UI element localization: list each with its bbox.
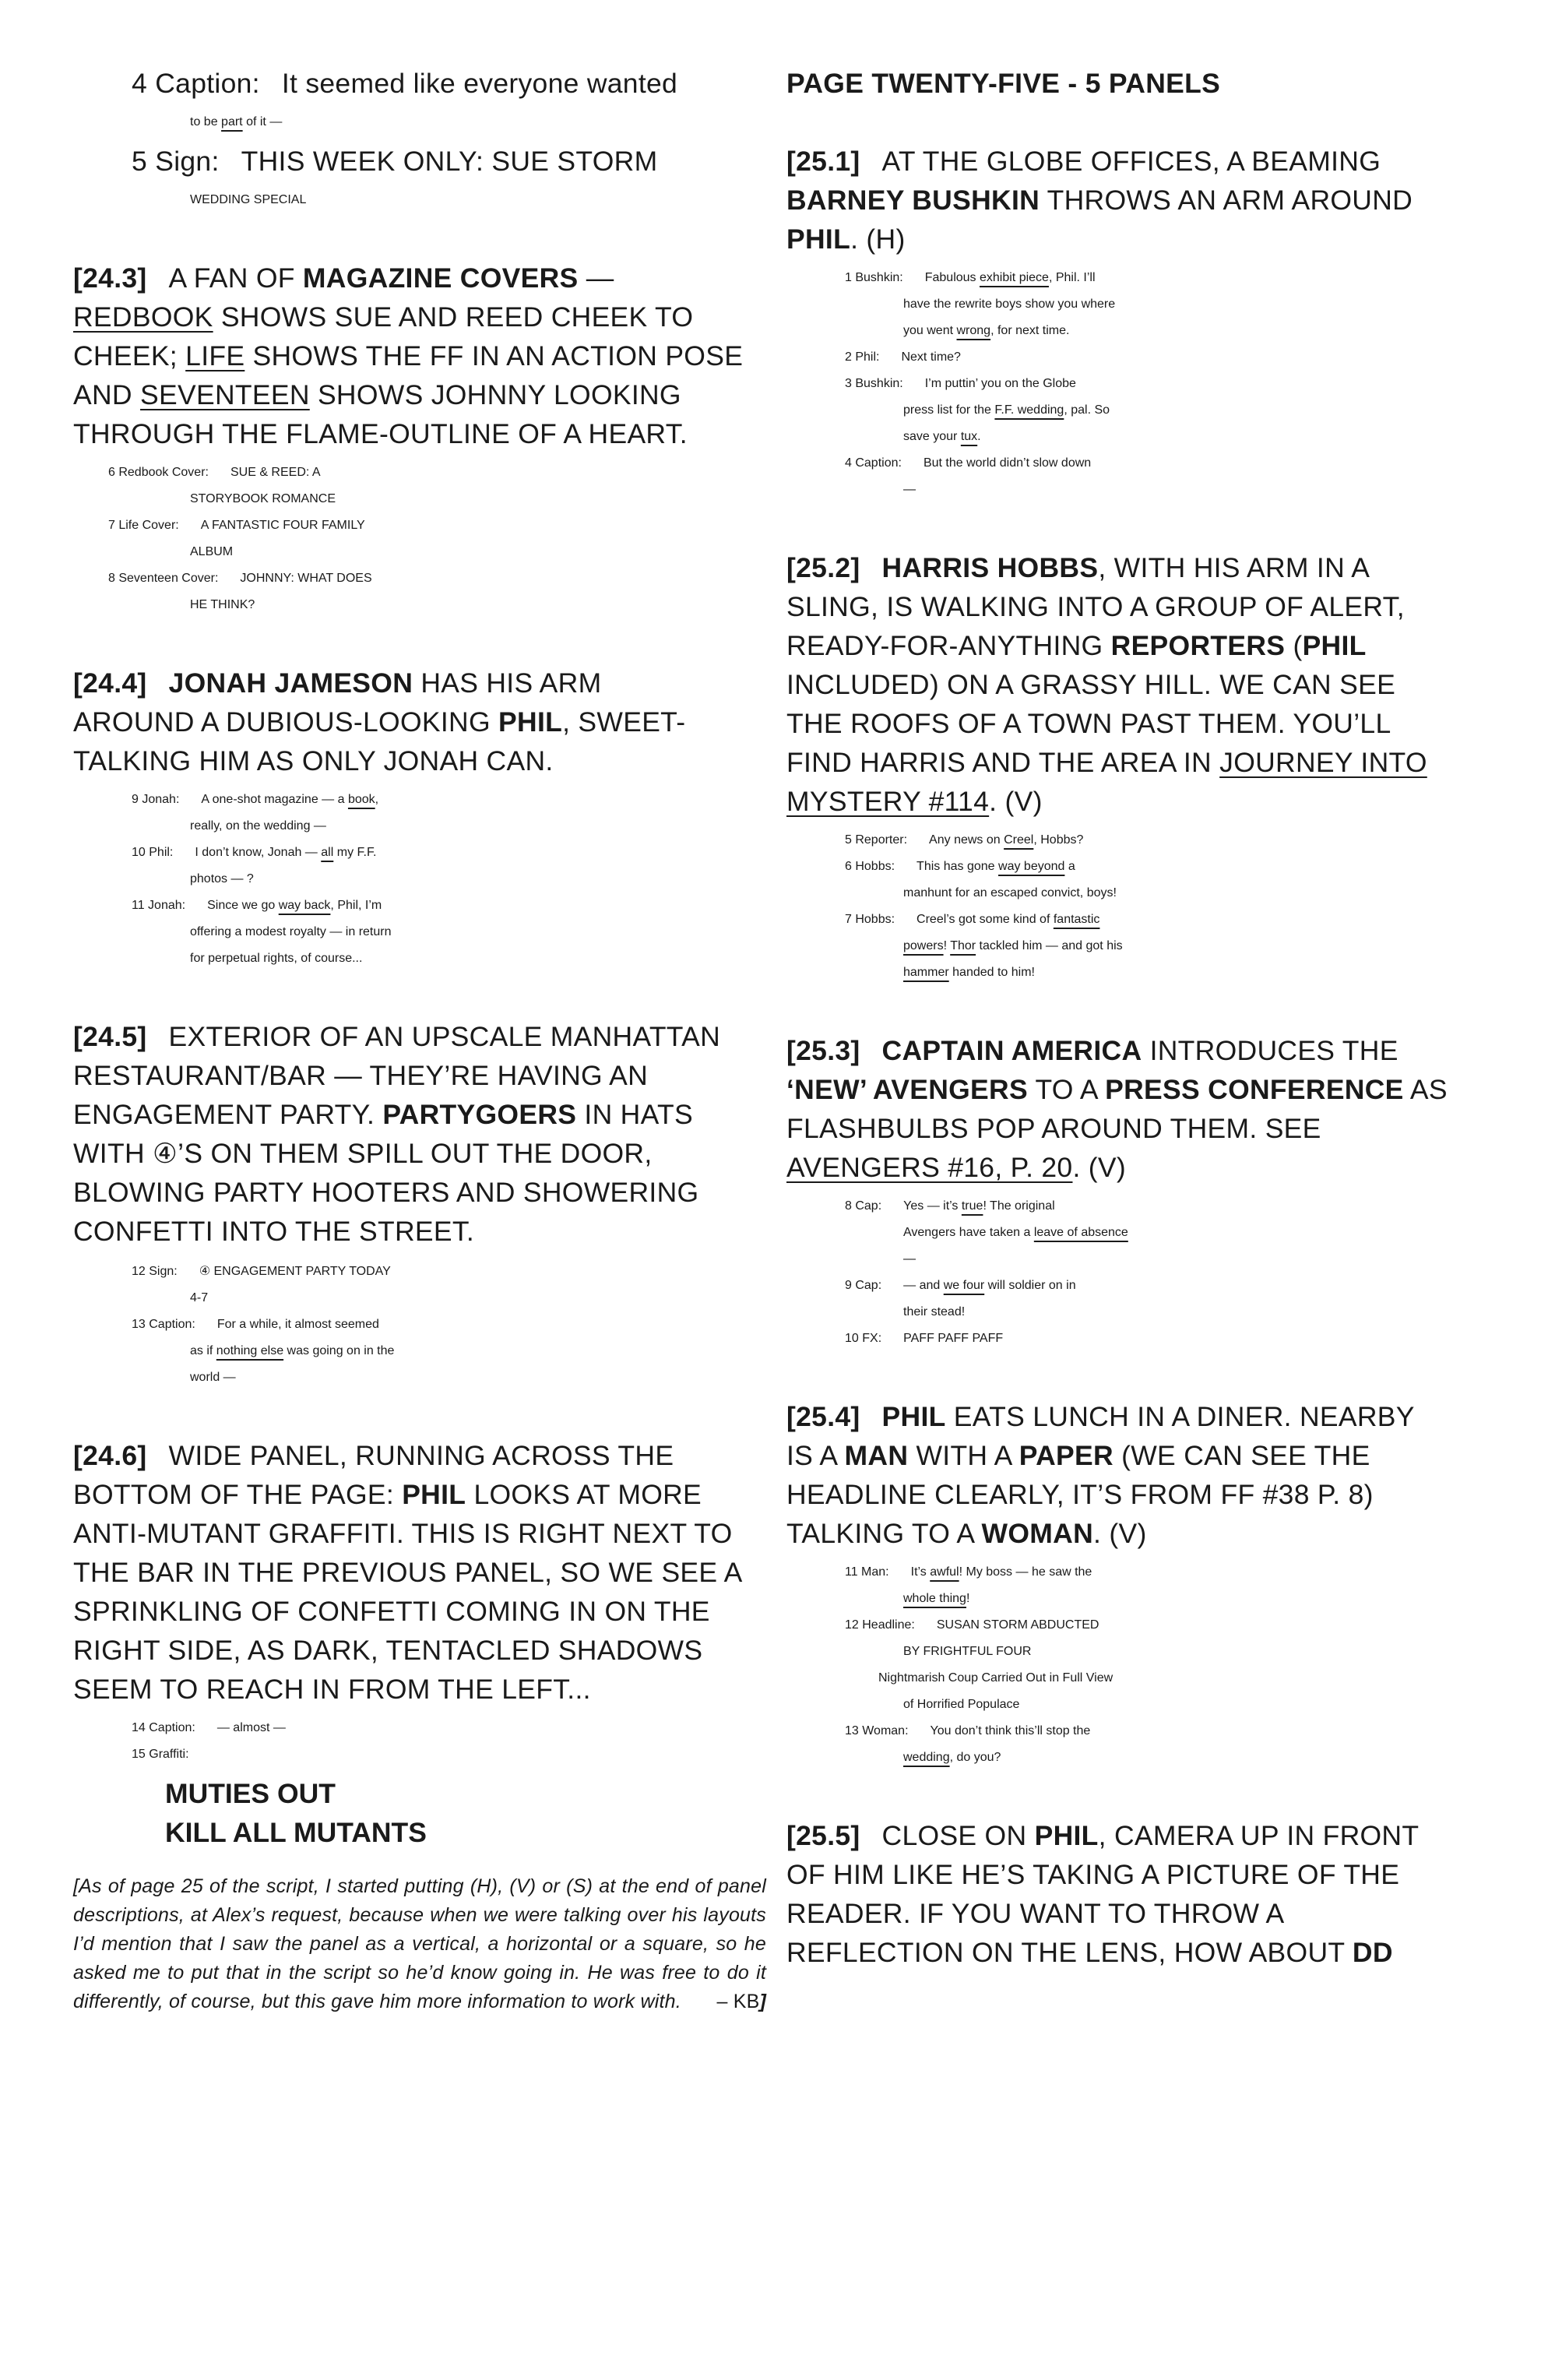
dialogue-line-cont: WEDDING SPECIAL bbox=[190, 193, 307, 206]
panel-description-line: SPRINKLING OF CONFETTI COMING IN ON THE bbox=[73, 1596, 710, 1627]
panel-description: [25.4] PHIL EATS LUNCH IN A DINER. NEARBY bbox=[786, 1401, 1415, 1432]
panel-description: [24.6] WIDE PANEL, RUNNING ACROSS THE bbox=[73, 1440, 674, 1471]
panel-description-line: FLASHBULBS POP AROUND THEM. SEE bbox=[786, 1113, 1321, 1144]
panel-description-line: ‘NEW’ AVENGERS TO A PRESS CONFERENCE AS bbox=[786, 1074, 1448, 1105]
panel-id: [25.3] bbox=[786, 1035, 860, 1066]
dialogue-line-cont: world — bbox=[190, 1371, 236, 1384]
dialogue-line: 9 Jonah: A one-shot magazine — a book, bbox=[132, 793, 379, 806]
dialogue-line: 7 Life Cover: A FANTASTIC FOUR FAMILY bbox=[108, 519, 365, 532]
dialogue-line-cont: have the rewrite boys show you where bbox=[903, 298, 1116, 311]
panel-description-line: WITH ④’S ON THEM SPILL OUT THE DOOR, bbox=[73, 1138, 653, 1169]
dialogue-line-cont: to be part of it — bbox=[190, 115, 283, 129]
dialogue-line-cont: BY FRIGHTFUL FOUR bbox=[903, 1645, 1032, 1658]
dialogue-line-cont: — bbox=[903, 1252, 916, 1266]
dialogue-line-cont: hammer handed to him! bbox=[903, 966, 1035, 979]
dialogue-line: 1 Bushkin: Fabulous exhibit piece, Phil. I’ll bbox=[845, 271, 1096, 284]
panel-description-line: REFLECTION ON THE LENS, HOW ABOUT DD bbox=[786, 1937, 1393, 1968]
panel-description: [24.5] EXTERIOR OF AN UPSCALE MANHATTAN bbox=[73, 1021, 721, 1052]
panel-description: [25.2] HARRIS HOBBS, WITH HIS ARM IN A bbox=[786, 552, 1370, 583]
dialogue-line-cont: for perpetual rights, of course... bbox=[190, 952, 363, 965]
dialogue-line: 8 Cap: Yes — it’s true! The original bbox=[845, 1199, 1055, 1213]
panel-description-line: RIGHT SIDE, AS DARK, TENTACLED SHADOWS bbox=[73, 1635, 703, 1666]
panel-description-line: TALKING HIM AS ONLY JONAH CAN. bbox=[73, 745, 554, 776]
panel-description-line: IS A MAN WITH A PAPER (WE CAN SEE THE bbox=[786, 1440, 1370, 1471]
panel-description-line: ENGAGEMENT PARTY. PARTYGOERS IN HATS bbox=[73, 1099, 693, 1130]
panel-description-line: OF HIM LIKE HE’S TAKING A PICTURE OF THE bbox=[786, 1859, 1400, 1890]
panel-description-line: READY-FOR-ANYTHING REPORTERS (PHIL bbox=[786, 630, 1367, 661]
graffiti-text: KILL ALL MUTANTS bbox=[165, 1817, 427, 1848]
page-header: PAGE TWENTY-FIVE - 5 PANELS bbox=[786, 68, 1221, 99]
panel-id: [24.6] bbox=[73, 1440, 147, 1471]
dialogue-line: 4 Caption: It seemed like everyone wanted bbox=[132, 68, 678, 99]
dialogue-line: 10 FX: PAFF PAFF PAFF bbox=[845, 1332, 1004, 1345]
panel-description-line: REDBOOK SHOWS SUE AND REED CHEEK TO bbox=[73, 301, 694, 333]
dialogue-line-cont: STORYBOOK ROMANCE bbox=[190, 492, 336, 505]
dialogue-line: 5 Sign: THIS WEEK ONLY: SUE STORM bbox=[132, 146, 658, 177]
dialogue-line-cont: their stead! bbox=[903, 1305, 966, 1319]
dialogue-line-cont: Avengers have taken a leave of absence bbox=[903, 1226, 1128, 1239]
dialogue-line: 7 Hobbs: Creel’s got some kind of fantastic bbox=[845, 913, 1100, 926]
dialogue-line: 15 Graffiti: bbox=[132, 1748, 189, 1761]
panel-description: [25.5] CLOSE ON PHIL, CAMERA UP IN FRONT bbox=[786, 1820, 1420, 1851]
author-signature: – KB] bbox=[716, 1991, 766, 2012]
panel-id: [25.1] bbox=[786, 146, 860, 177]
panel-id: [24.3] bbox=[73, 262, 147, 294]
dialogue-line-cont: manhunt for an escaped convict, boys! bbox=[903, 886, 1117, 900]
panel-description-line: ANTI-MUTANT GRAFFITI. THIS IS RIGHT NEXT TO bbox=[73, 1518, 733, 1549]
panel-description-line: THE BAR IN THE PREVIOUS PANEL, SO WE SEE A bbox=[73, 1557, 743, 1588]
dialogue-line: 8 Seventeen Cover: JOHNNY: WHAT DOES bbox=[108, 572, 372, 585]
dialogue-line: 3 Bushkin: I’m puttin’ you on the Globe bbox=[845, 377, 1076, 390]
dialogue-line-cont: of Horrified Populace bbox=[903, 1698, 1020, 1711]
right-column bbox=[786, 64, 1479, 1972]
panel-description-line: HEADLINE CLEARLY, IT’S FROM FF #38 P. 8) bbox=[786, 1479, 1374, 1510]
panel-description-line: THE ROOFS OF A TOWN PAST THEM. YOU’LL bbox=[786, 708, 1391, 739]
panel-description-line: AVENGERS #16, P. 20. (V) bbox=[786, 1152, 1127, 1183]
panel-description: [25.1] AT THE GLOBE OFFICES, A BEAMING bbox=[786, 146, 1381, 177]
panel-description-line: TALKING TO A WOMAN. (V) bbox=[786, 1518, 1147, 1549]
panel-description-line: THROUGH THE FLAME-OUTLINE OF A HEART. bbox=[73, 418, 688, 449]
panel-id: [24.4] bbox=[73, 667, 147, 699]
dialogue-line-cont: wedding, do you? bbox=[903, 1751, 1001, 1764]
dialogue-line: 4 Caption: But the world didn’t slow down bbox=[845, 456, 1092, 470]
dialogue-line: 6 Redbook Cover: SUE & REED: A bbox=[108, 466, 321, 479]
panel-description-line: AND SEVENTEEN SHOWS JOHNNY LOOKING bbox=[73, 379, 681, 410]
panel-description-line: MYSTERY #114. (V) bbox=[786, 786, 1043, 817]
panel-id: [24.5] bbox=[73, 1021, 147, 1052]
dialogue-line-cont: Nightmarish Coup Carried Out in Full View bbox=[878, 1671, 1114, 1685]
panel-description: [24.3] A FAN OF MAGAZINE COVERS — bbox=[73, 262, 614, 294]
panel-description-line: PHIL. (H) bbox=[786, 224, 906, 255]
dialogue-line: 5 Reporter: Any news on Creel, Hobbs? bbox=[845, 833, 1084, 847]
panel-id: [25.4] bbox=[786, 1401, 860, 1432]
dialogue-line: 11 Jonah: Since we go way back, Phil, I’m bbox=[132, 899, 382, 912]
panel-description: [24.4] JONAH JAMESON HAS HIS ARM bbox=[73, 667, 602, 699]
panel-description-line: CHEEK; LIFE SHOWS THE FF IN AN ACTION POSE bbox=[73, 340, 744, 371]
panel-id: [25.5] bbox=[786, 1820, 860, 1851]
dialogue-line-cont: whole thing! bbox=[903, 1592, 970, 1605]
dialogue-line-cont: as if nothing else was going on in the bbox=[190, 1344, 395, 1357]
dialogue-line: 12 Sign: ④ ENGAGEMENT PARTY TODAY bbox=[132, 1265, 391, 1278]
panel-description: [25.3] CAPTAIN AMERICA INTRODUCES THE bbox=[786, 1035, 1398, 1066]
dialogue-line-cont: powers! Thor tackled him — and got his bbox=[903, 939, 1123, 952]
panel-description-line: BOTTOM OF THE PAGE: PHIL LOOKS AT MORE bbox=[73, 1479, 702, 1510]
dialogue-line: 12 Headline: SUSAN STORM ABDUCTED bbox=[845, 1618, 1099, 1632]
panel-description-line: SEEM TO REACH IN FROM THE LEFT... bbox=[73, 1674, 591, 1705]
dialogue-line-cont: 4-7 bbox=[190, 1291, 209, 1304]
panel-description-line: BLOWING PARTY HOOTERS AND SHOWERING bbox=[73, 1177, 699, 1208]
dialogue-line-cont: press list for the F.F. wedding, pal. So bbox=[903, 403, 1110, 417]
dialogue-line-cont: you went wrong, for next time. bbox=[903, 324, 1070, 337]
panel-description-line: BARNEY BUSHKIN THROWS AN ARM AROUND bbox=[786, 185, 1413, 216]
panel-description-line: INCLUDED) ON A GRASSY HILL. WE CAN SEE bbox=[786, 669, 1396, 700]
dialogue-line: 11 Man: It’s awful! My boss — he saw the bbox=[845, 1565, 1092, 1579]
dialogue-line-cont: photos — ? bbox=[190, 872, 254, 885]
dialogue-line-cont: save your tux. bbox=[903, 430, 981, 443]
left-column bbox=[73, 64, 766, 2016]
dialogue-line: 6 Hobbs: This has gone way beyond a bbox=[845, 860, 1075, 873]
dialogue-line: 13 Caption: For a while, it almost seemed bbox=[132, 1318, 379, 1331]
dialogue-line: 2 Phil: Next time? bbox=[845, 350, 961, 364]
dialogue-line-cont: really, on the wedding — bbox=[190, 819, 326, 833]
dialogue-line-cont: ALBUM bbox=[190, 545, 234, 558]
panel-description-line: CONFETTI INTO THE STREET. bbox=[73, 1216, 475, 1247]
panel-id: [25.2] bbox=[786, 552, 860, 583]
panel-description-line: RESTAURANT/BAR — THEY’RE HAVING AN bbox=[73, 1060, 649, 1091]
panel-description-line: AROUND A DUBIOUS-LOOKING PHIL, SWEET- bbox=[73, 706, 686, 738]
dialogue-line: 10 Phil: I don’t know, Jonah — all my F.F. bbox=[132, 846, 377, 859]
dialogue-line-cont: offering a modest royalty — in return bbox=[190, 925, 392, 938]
graffiti-text: MUTIES OUT bbox=[165, 1778, 336, 1809]
dialogue-line: 14 Caption: — almost — bbox=[132, 1721, 286, 1734]
dialogue-line: 9 Cap: — and we four will soldier on in bbox=[845, 1279, 1076, 1292]
panel-description-line: READER. IF YOU WANT TO THROW A bbox=[786, 1898, 1285, 1929]
author-note: [As of page 25 of the script, I started putting (H), (V) or (S) at the end of panel descriptions, at Alex’s request, because when we were talking over his layouts I’d mention that I saw the panel as a vertical, a horizontal or a square, so he asked me to put that in the script so he’d know going in. He was free to do it differently, of course, but this gave him more information to work with. – KB] bbox=[73, 1872, 766, 2016]
dialogue-line-cont: HE THINK? bbox=[190, 598, 255, 611]
panel-description-line: SLING, IS WALKING INTO A GROUP OF ALERT, bbox=[786, 591, 1405, 622]
dialogue-line: 13 Woman: You don’t think this’ll stop the bbox=[845, 1724, 1091, 1737]
dialogue-line-cont: — bbox=[903, 483, 916, 496]
panel-description-line: FIND HARRIS AND THE AREA IN JOURNEY INTO bbox=[786, 747, 1427, 778]
